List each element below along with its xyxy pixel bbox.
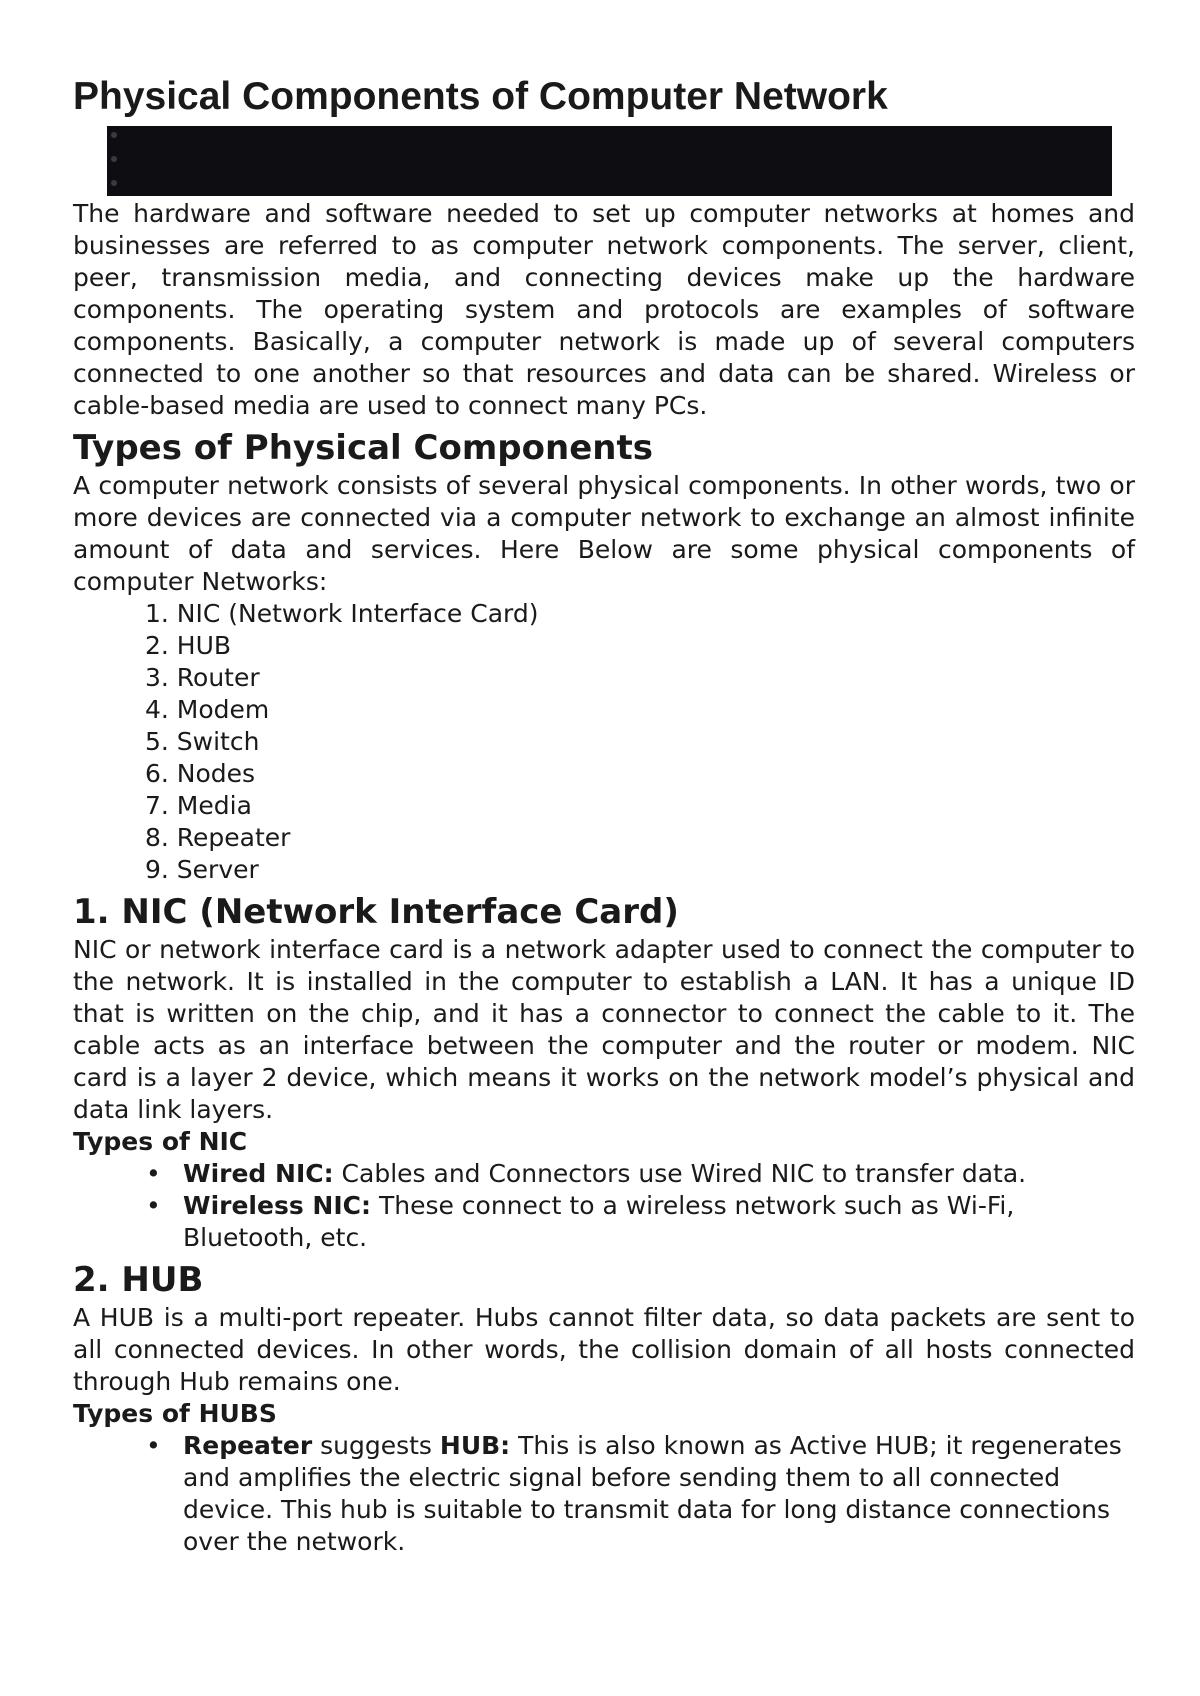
bullet-dot-icon [111, 132, 117, 138]
nic-heading: 1. NIC (Network Interface Card) [73, 892, 679, 932]
hub-paragraph: A HUB is a multi-port repeater. Hubs cannot filter data, so data packets are sent to all connected devices. In other words, the collision domain of all hosts connected through Hub remains one. [73, 1303, 1135, 1396]
redacted-block [107, 126, 1112, 196]
list-item [73, 1430, 1135, 1558]
list-item: 6. Nodes [145, 759, 256, 788]
nic-paragraph: NIC or network interface card is a network adapter used to connect the computer to the network. It is installed in the computer to establish a LAN. It has a unique ID that is written on the chip, and it has a connector to connect the cable to it. The cable acts as an interface between the computer and the router or modem. NIC card is a layer 2 device, which means it works on the network model’s physical and data link layers. [73, 935, 1135, 1124]
bullet-icon: • [146, 1191, 161, 1220]
nic-types-heading: Types of NIC [73, 1127, 248, 1156]
list-item [73, 1158, 1135, 1190]
bullet-label: Repeater [183, 1431, 313, 1460]
types-heading: Types of Physical Components [73, 428, 653, 468]
bullet-dot-icon [111, 180, 117, 186]
bullet-dot-icon [111, 156, 117, 162]
types-paragraph: A computer network consists of several physical components. In other words, two or more devices are connected via a computer network to exchange an almost infinite amount of data and services. Here Below are some physical components of computer Networks: [73, 471, 1135, 596]
list-item: 2. HUB [145, 631, 232, 660]
bullet-text: Cables and Connectors use Wired NIC to transfer data. [333, 1159, 1027, 1188]
bullet-icon: • [146, 1431, 161, 1460]
components-list [73, 598, 1135, 886]
intro-paragraph: The hardware and software needed to set up computer networks at homes and businesses are referred to as computer network components. The server, client, peer, transmission media, and connecting devices make up the hardware components. The operating system and protocols are examples of software components. Basically, a computer network is made up of several computers connected to one another so that resources and data can be shared. Wireless or cable-based media are used to connect many PCs. [73, 199, 1135, 420]
bullet-text: These connect to a wireless network such as Wi-Fi, Bluetooth, etc. [183, 1191, 1015, 1252]
bullet-label: Wireless NIC: [183, 1191, 371, 1220]
bullet-text: suggests [312, 1431, 440, 1460]
bullet-label: Wired NIC: [183, 1159, 334, 1188]
nic-types-list [73, 1158, 1135, 1254]
hub-types-heading: Types of HUBS [73, 1399, 277, 1428]
document-page [73, 72, 1135, 1558]
list-item: 5. Switch [145, 727, 260, 756]
list-item: 1. NIC (Network Interface Card) [145, 599, 539, 628]
list-item: 8. Repeater [145, 823, 291, 852]
hub-heading: 2. HUB [73, 1260, 204, 1300]
list-item: 3. Router [145, 663, 260, 692]
list-item: 4. Modem [145, 695, 270, 724]
list-item [73, 1190, 1135, 1254]
bullet-text: This is also known as Active HUB; it regenerates and amplifies the electric signal before sending them to all connected device. This hub is suitable to transmit data for long distance connections over the network. [183, 1431, 1122, 1556]
list-item: 7. Media [145, 791, 252, 820]
list-item: 9. Server [145, 855, 259, 884]
hub-types-list [73, 1430, 1135, 1558]
page-title: Physical Components of Computer Network [73, 75, 888, 118]
bullet-icon: • [146, 1159, 161, 1188]
bullet-label: HUB: [439, 1431, 511, 1460]
